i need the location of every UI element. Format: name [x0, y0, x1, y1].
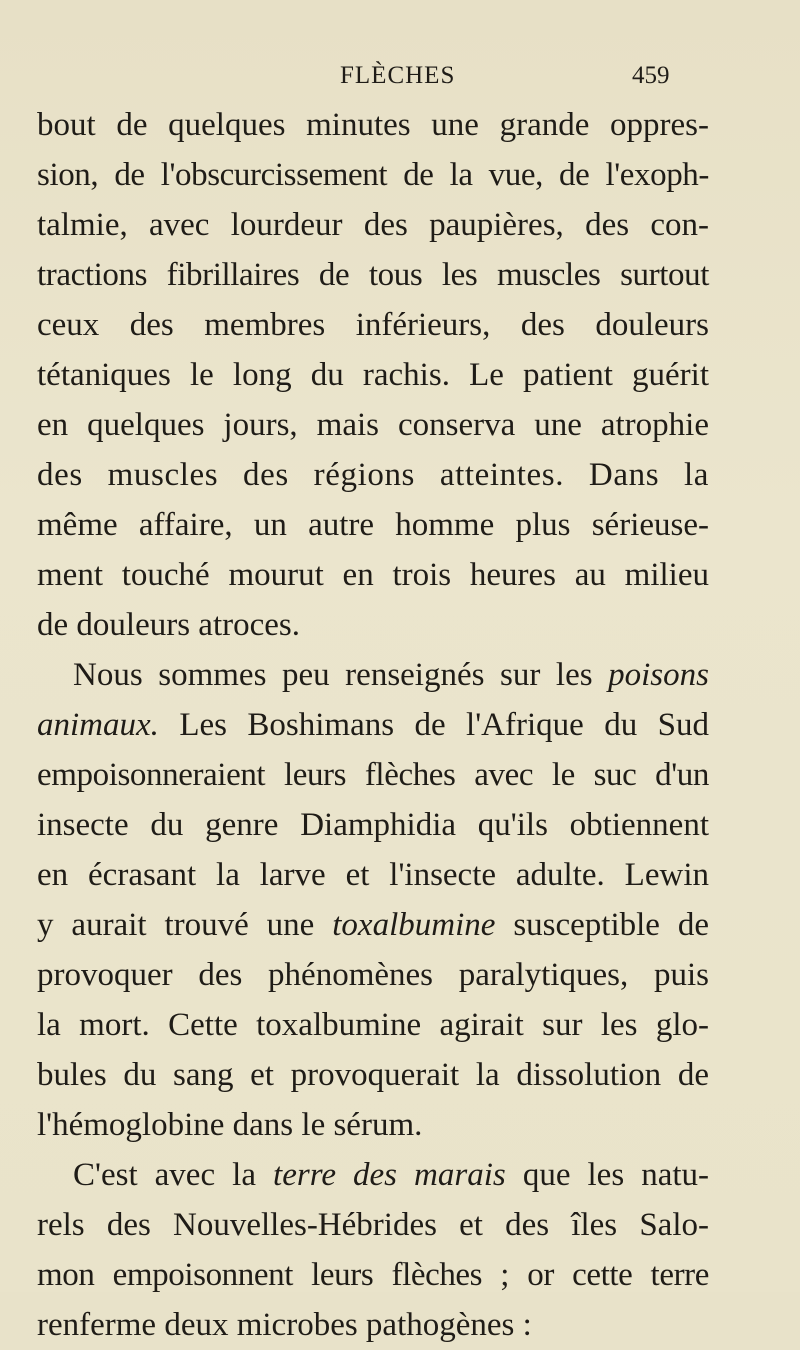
- text-line: tétaniques le long du rachis. Le patient guérit: [37, 357, 709, 393]
- text-line: en écrasant la larve et l'insecte adulte. Lewin: [37, 857, 709, 893]
- text-span: C'est avec la: [73, 1157, 256, 1193]
- italic-term: poisons: [608, 657, 709, 693]
- text-line: insecte du genre Diamphidia qu'ils obtiennent: [37, 807, 709, 843]
- text-line: ment touché mourut en trois heures au milieu: [37, 557, 709, 593]
- text-line: tractions fibrillaires de tous les muscles surtout: [37, 257, 709, 293]
- text-line: mon empoisonnent leurs flèches ; or cette terre: [37, 1257, 709, 1293]
- text-span: Nous sommes peu renseignés sur les: [73, 657, 593, 693]
- running-title: FLÈCHES: [340, 62, 456, 89]
- text-line: de douleurs atroces.: [37, 607, 300, 643]
- italic-term: toxalbumine: [332, 907, 496, 943]
- italic-term: animaux.: [37, 707, 159, 743]
- text-line: même affaire, un autre homme plus sérieuse-: [37, 507, 709, 543]
- text-span: Les Boshimans de l'Afrique du Sud: [179, 707, 709, 743]
- text-line: rels des Nouvelles-Hébrides et des îles Salo-: [37, 1207, 709, 1243]
- text-line: [37, 700, 709, 750]
- text-line: en quelques jours, mais conserva une atrophie: [37, 407, 709, 443]
- text-line: ceux des membres inférieurs, des douleurs: [37, 307, 709, 343]
- page-number: 459: [632, 62, 670, 89]
- text-line: renferme deux microbes pathogènes :: [37, 1307, 532, 1343]
- text-line: provoquer des phénomènes paralytiques, puis: [37, 957, 709, 993]
- text-line: des muscles des régions atteintes. Dans la: [37, 457, 709, 493]
- text-line: sion, de l'obscurcissement de la vue, de l'exoph-: [37, 157, 709, 193]
- italic-term: terre des marais: [273, 1157, 506, 1193]
- text-span: susceptible de: [513, 907, 710, 943]
- text-line: l'hémoglobine dans le sérum.: [37, 1107, 423, 1143]
- text-span: y aurait trouvé une: [37, 907, 315, 943]
- text-span: que les natu-: [522, 1157, 710, 1193]
- text-line: bout de quelques minutes une grande oppres-: [37, 107, 709, 143]
- text-line: empoisonneraient leurs flèches avec le suc d'un: [37, 757, 709, 793]
- text-line: [73, 650, 709, 700]
- text-line: [37, 900, 709, 950]
- text-line: [73, 1150, 709, 1200]
- text-line: bules du sang et provoquerait la dissolution de: [37, 1057, 709, 1093]
- text-line: la mort. Cette toxalbumine agirait sur les glo-: [37, 1007, 709, 1043]
- text-line: talmie, avec lourdeur des paupières, des con-: [37, 207, 709, 243]
- page-header: [0, 62, 800, 102]
